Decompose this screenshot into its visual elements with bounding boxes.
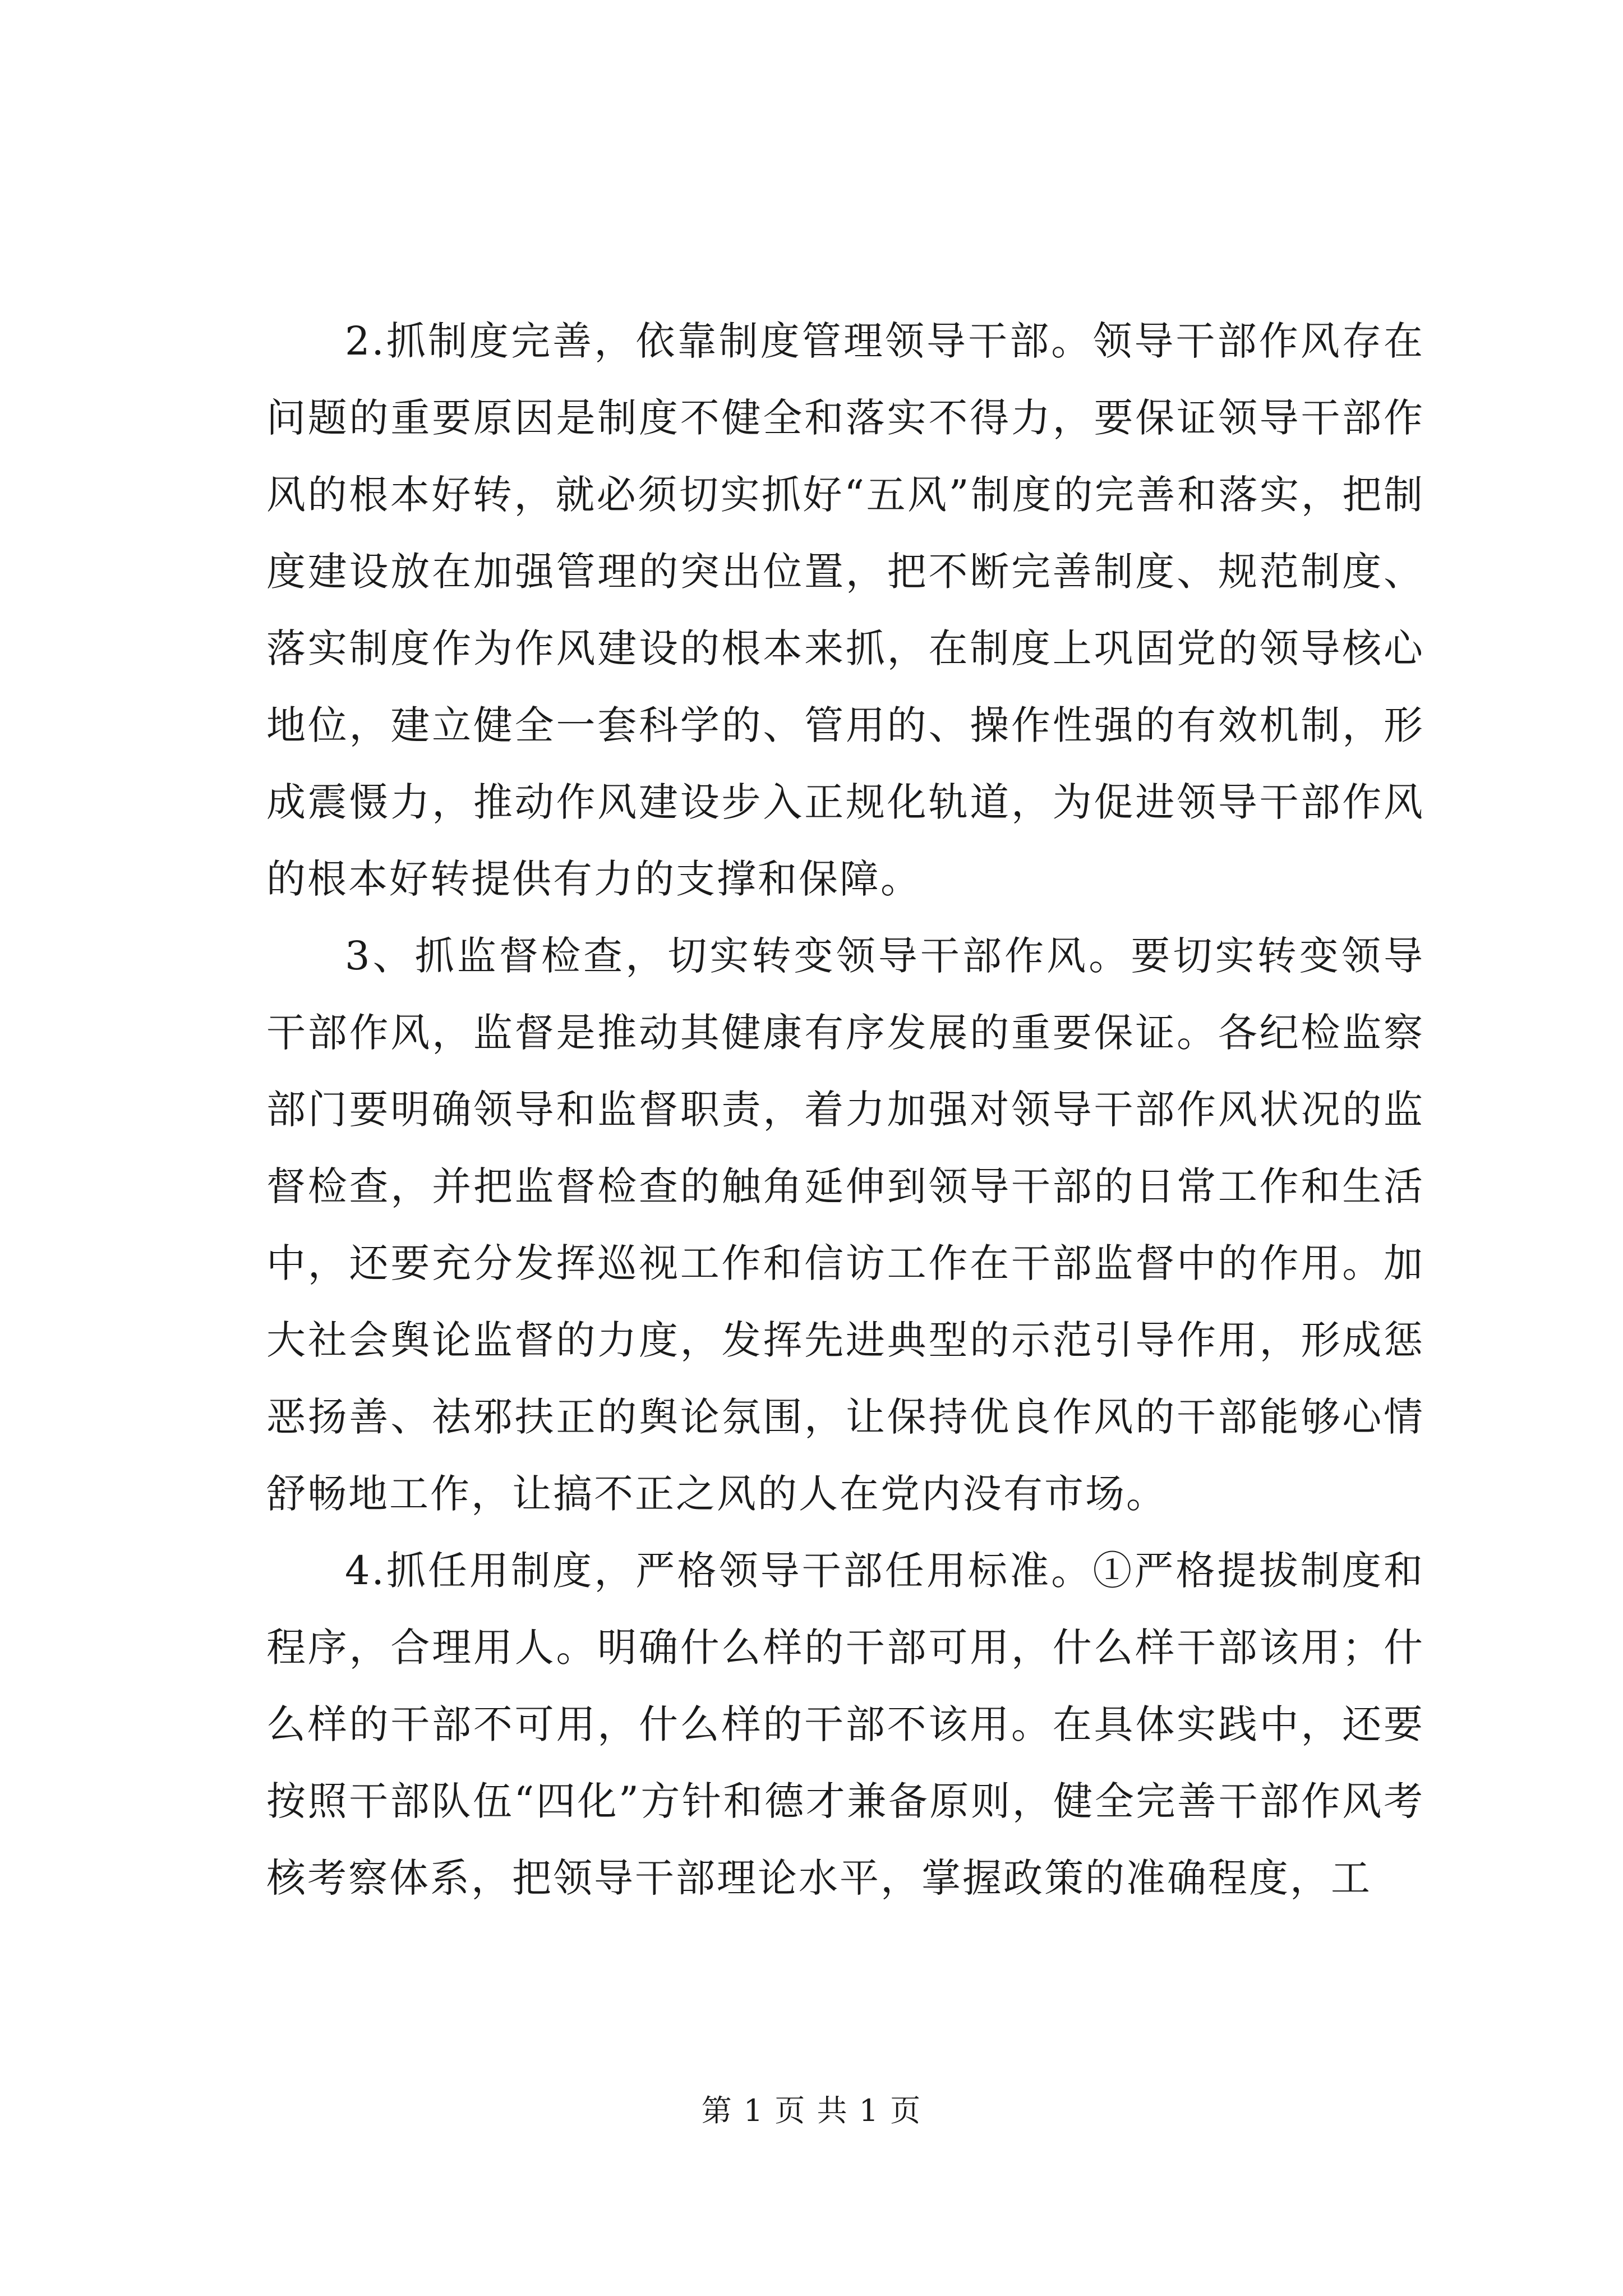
document-body	[266, 303, 1424, 1917]
paragraph-2-system-improvement: 2.抓制度完善，依靠制度管理领导干部。领导干部作风存在问题的重要原因是制度不健全和落实不得力，要保证领导干部作风的根本好转，就必须切实抓好“五风”制度的完善和落实，把制度建设放在加强管理的突出位置，把不断完善制度、规范制度、落实制度作为作风建设的根本来抓，在制度上巩固党的领导核心地位，建立健全一套科学的、管用的、操作性强的有效机制，形成震慑力，推动作风建设步入正规化轨道，为促进领导干部作风的根本好转提供有力的支撑和保障。	[266, 318, 1424, 902]
paragraph-3-supervision: 3、抓监督检查，切实转变领导干部作风。要切实转变领导干部作风，监督是推动其健康有序发展的重要保证。各纪检监察部门要明确领导和监督职责，着力加强对领导干部作风状况的监督检查，并把监督检查的触角延伸到领导干部的日常工作和生活中，还要充分发挥巡视工作和信访工作在干部监督中的作用。加大社会舆论监督的力度，发挥先进典型的示范引导作用，形成惩恶扬善、祛邪扶正的舆论氛围，让保持优良作风的干部能够心情舒畅地工作，让搞不正之风的人在党内没有市场。	[266, 933, 1424, 1517]
paragraph-4-appointment: 4.抓任用制度，严格领导干部任用标准。①严格提拔制度和程序，合理用人。明确什么样的干部可用，什么样干部该用；什么样的干部不可用，什么样的干部不该用。在具体实践中，还要按照干部队伍“四化”方针和德才兼备原则，健全完善干部作风考核考察体系，把领导干部理论水平，掌握政策的准确程度，工	[266, 1548, 1424, 1901]
page-footer: 第 1 页 共 1 页	[701, 2093, 922, 2128]
